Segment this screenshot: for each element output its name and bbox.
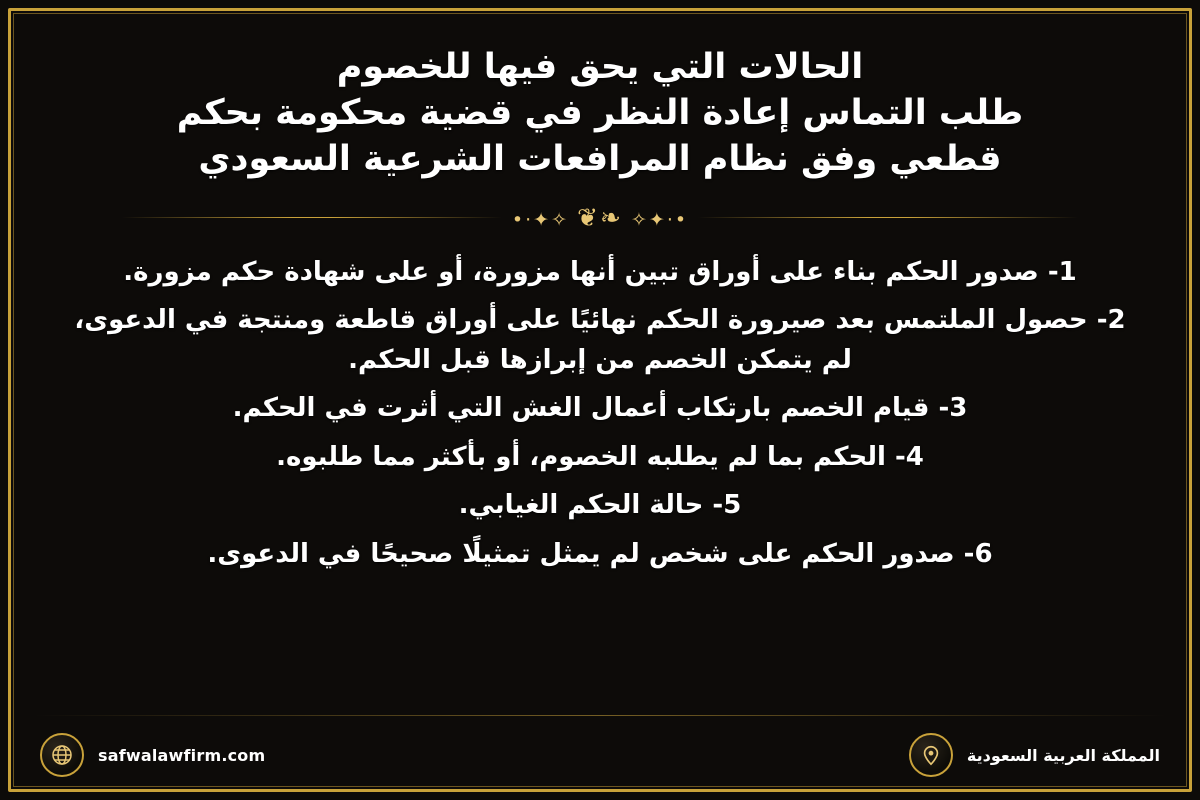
footer-website-group[interactable] (40, 733, 265, 777)
footer (0, 716, 1200, 800)
footer-location-group (909, 733, 1160, 777)
globe-icon (40, 733, 84, 777)
location-pin-icon (909, 733, 953, 777)
page-title (44, 36, 1156, 183)
list-item: 5- حالة الحكم الغيابي. (458, 490, 742, 521)
list-item: 4- الحكم بما لم يطلبه الخصوم، أو بأكثر مما طلبوه. (276, 441, 924, 472)
divider-ornament (502, 203, 698, 233)
list-item: 2- حصول الملتمس بعد صيرورة الحكم نهائيًا على أوراق قاطعة ومنتجة في الدعوى، لم يتمكن الخصم من إبرازها قبل الحكم. (74, 305, 1126, 375)
divider-rule-left (122, 217, 502, 218)
title-line-2: طلب التماس إعادة النظر في قضية محكومة بحكم (176, 93, 1024, 134)
divider-rule-right (698, 217, 1078, 218)
title-line-3: قطعي وفق نظام المرافعات الشرعية السعودي (198, 139, 1002, 180)
list-item: 3- قيام الخصم بارتكاب أعمال الغش التي أثرت في الحكم. (232, 393, 968, 424)
ornament-right-glyph: ✧✦·• (511, 209, 569, 232)
footer-location-label: المملكة العربية السعودية (966, 745, 1160, 765)
ornamental-divider (122, 205, 1078, 231)
footer-website-label[interactable]: safwalawfirm.com (98, 745, 266, 765)
ornament-left-glyph: •·✦✧ (631, 209, 689, 232)
cases-list (44, 253, 1156, 584)
poster-content (10, 10, 1190, 790)
list-item: 1- صدور الحكم بناء على أوراق تبين أنها مزورة، أو على شهادة حكم مزورة. (123, 256, 1077, 287)
title-line-1: الحالات التي يحق فيها للخصوم (336, 47, 864, 87)
list-item: 6- صدور الحكم على شخص لم يمثل تمثيلًا صحيحًا في الدعوى. (207, 538, 993, 569)
ornament-center-glyph: ❧❦ (577, 203, 623, 233)
